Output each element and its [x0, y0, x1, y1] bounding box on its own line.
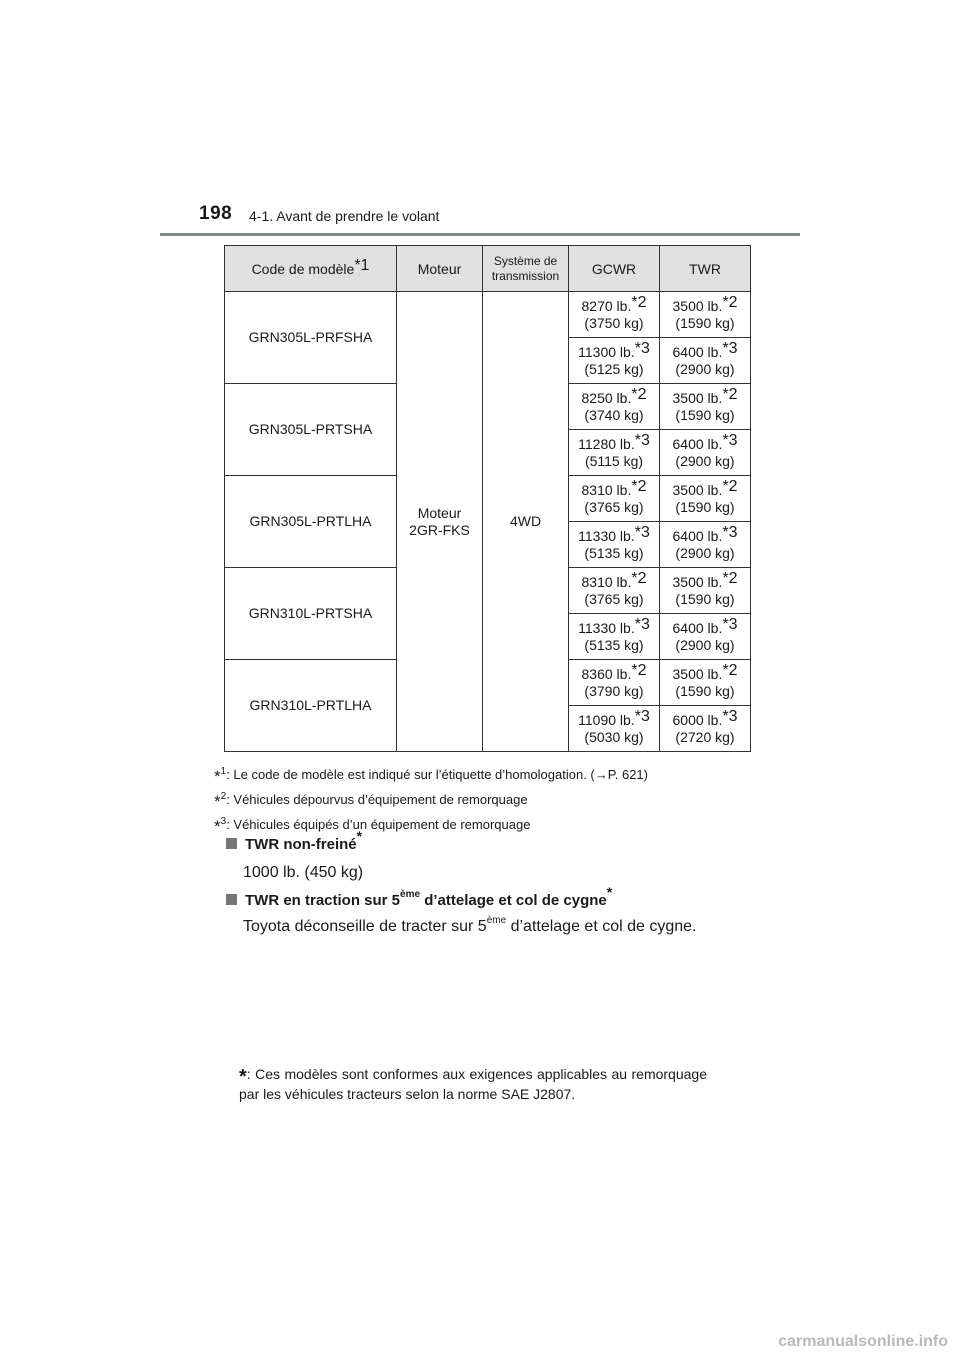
gcwr-cell — [569, 522, 660, 568]
model-code-cell: GRN310L-PRTLHA — [225, 660, 397, 752]
twr-lb: 6400 lb. — [672, 527, 723, 544]
model-code-cell: GRN305L-PRTLHA — [225, 476, 397, 568]
twr-cell — [660, 706, 751, 752]
gcwr-cell — [569, 660, 660, 706]
gcwr-note: *3 — [634, 523, 650, 541]
table-row — [225, 292, 751, 338]
twr-kg: (1590 kg) — [675, 590, 735, 607]
footnote-2: *$^2$: Véhicules dépourvus d’équipement de remorquage — [214, 791, 528, 811]
gcwr-kg: (3765 kg) — [584, 498, 644, 515]
twr-cell — [660, 522, 751, 568]
gcwr-note: *2 — [631, 293, 647, 311]
header-transmission: Système de transmission — [483, 246, 569, 292]
square-bullet-icon — [226, 838, 237, 849]
twr-note: *3 — [722, 707, 738, 725]
header-twr: TWR — [660, 246, 751, 292]
heading-fifth-wheel: TWR en traction sur 5ème d’attelage et col de cygne* — [226, 892, 612, 909]
gcwr-note: *3 — [634, 615, 650, 633]
gcwr-kg: (5030 kg) — [584, 728, 644, 745]
twr-note: *2 — [722, 293, 738, 311]
header-engine: Moteur — [397, 246, 483, 292]
twr-lb: 6400 lb. — [672, 435, 723, 452]
twr-kg: (2900 kg) — [675, 360, 735, 377]
towing-spec-table — [224, 245, 751, 752]
gcwr-lb: 11090 lb. — [578, 711, 635, 728]
twr-cell — [660, 292, 751, 338]
heading-unbraked-twr: TWR non-freiné* — [226, 836, 362, 853]
gcwr-note: *2 — [631, 477, 647, 495]
twr-kg: (1590 kg) — [675, 406, 735, 423]
twr-cell — [660, 614, 751, 660]
fifth-wheel-text: Toyota déconseille de tracter sur 5ème d’attelage et col de cygne. — [243, 915, 697, 935]
table-header-row — [225, 246, 751, 292]
gcwr-cell — [569, 384, 660, 430]
header-model-code: Code de modèle$^{*1}$ — [225, 246, 397, 292]
gcwr-note: *3 — [634, 339, 650, 357]
twr-lb: 3500 lb. — [672, 297, 723, 314]
section-title: 4-1. Avant de prendre le volant — [249, 208, 440, 224]
twr-lb: 3500 lb. — [672, 389, 723, 406]
gcwr-note: *2 — [631, 661, 647, 679]
twr-kg: (2900 kg) — [675, 544, 735, 561]
gcwr-lb: 11330 lb. — [578, 619, 635, 636]
twr-lb: 3500 lb. — [672, 665, 723, 682]
square-bullet-icon — [226, 894, 237, 905]
gcwr-cell — [569, 338, 660, 384]
twr-cell — [660, 568, 751, 614]
twr-note: *3 — [722, 523, 738, 541]
model-code-cell: GRN305L-PRTSHA — [225, 384, 397, 476]
gcwr-cell — [569, 706, 660, 752]
gcwr-lb: 8270 lb. — [581, 297, 632, 314]
twr-note: *3 — [722, 431, 738, 449]
gcwr-lb: 8310 lb. — [581, 573, 632, 590]
unbraked-twr-value: 1000 lb. (450 kg) — [243, 864, 364, 881]
gcwr-kg: (5125 kg) — [584, 360, 644, 377]
twr-kg: (2900 kg) — [675, 452, 735, 469]
twr-note: *3 — [722, 615, 738, 633]
gcwr-note: *3 — [634, 707, 650, 725]
gcwr-lb: 8310 lb. — [581, 481, 632, 498]
gcwr-cell — [569, 476, 660, 522]
twr-cell — [660, 384, 751, 430]
model-code-cell: GRN305L-PRFSHA — [225, 292, 397, 384]
header-rule — [160, 233, 800, 236]
twr-lb: 6400 lb. — [672, 343, 723, 360]
engine-cell: Moteur 2GR-FKS — [397, 292, 483, 752]
gcwr-lb: 8360 lb. — [581, 665, 632, 682]
twr-cell — [660, 338, 751, 384]
gcwr-kg: (5135 kg) — [584, 544, 644, 561]
gcwr-lb: 8250 lb. — [581, 389, 632, 406]
gcwr-kg: (3790 kg) — [584, 682, 644, 699]
twr-kg: (1590 kg) — [675, 682, 735, 699]
gcwr-note: *2 — [631, 569, 647, 587]
gcwr-lb: 11280 lb. — [578, 435, 635, 452]
twr-lb: 6400 lb. — [672, 619, 723, 636]
gcwr-cell — [569, 292, 660, 338]
gcwr-kg: (5135 kg) — [584, 636, 644, 653]
model-code-cell: GRN310L-PRTSHA — [225, 568, 397, 660]
gcwr-note: *2 — [631, 385, 647, 403]
twr-cell — [660, 430, 751, 476]
gcwr-kg: (3750 kg) — [584, 314, 644, 331]
footnote-1: *$^1$: Le code de modèle est indiqué sur l’étiquette d’homologation. (→P. 621) — [214, 766, 648, 786]
twr-note: *2 — [722, 477, 738, 495]
header-gcwr: GCWR — [569, 246, 660, 292]
footnote-3: *$^3$: Véhicules équipés d’un équipement de remorquage — [214, 816, 531, 836]
gcwr-kg: (5115 kg) — [584, 452, 644, 469]
gcwr-note: *3 — [634, 431, 650, 449]
footnotes — [214, 762, 754, 837]
twr-kg: (2720 kg) — [675, 728, 735, 745]
gcwr-cell — [569, 430, 660, 476]
gcwr-lb: 11330 lb. — [578, 527, 635, 544]
twr-kg: (2900 kg) — [675, 636, 735, 653]
twr-lb: 3500 lb. — [672, 573, 723, 590]
twr-lb: 6000 lb. — [672, 711, 723, 728]
gcwr-kg: (3765 kg) — [584, 590, 644, 607]
twr-cell — [660, 660, 751, 706]
watermark: carmanualsonline.info — [778, 1333, 948, 1350]
page-number: 198 — [199, 203, 233, 224]
twr-kg: (1590 kg) — [675, 314, 735, 331]
sae-note: *: Ces modèles sont conformes aux exigences applicables au remorquage par les véhicules tracteurs selon la norme SAE J2807. — [239, 1066, 707, 1102]
gcwr-cell — [569, 614, 660, 660]
twr-note: *2 — [722, 661, 738, 679]
gcwr-cell — [569, 568, 660, 614]
gcwr-lb: 11300 lb. — [578, 343, 635, 360]
twr-note: *2 — [722, 569, 738, 587]
twr-note: *3 — [722, 339, 738, 357]
twr-cell — [660, 476, 751, 522]
twr-note: *2 — [722, 385, 738, 403]
twr-lb: 3500 lb. — [672, 481, 723, 498]
twr-kg: (1590 kg) — [675, 498, 735, 515]
transmission-cell: 4WD — [483, 292, 569, 752]
gcwr-kg: (3740 kg) — [584, 406, 644, 423]
